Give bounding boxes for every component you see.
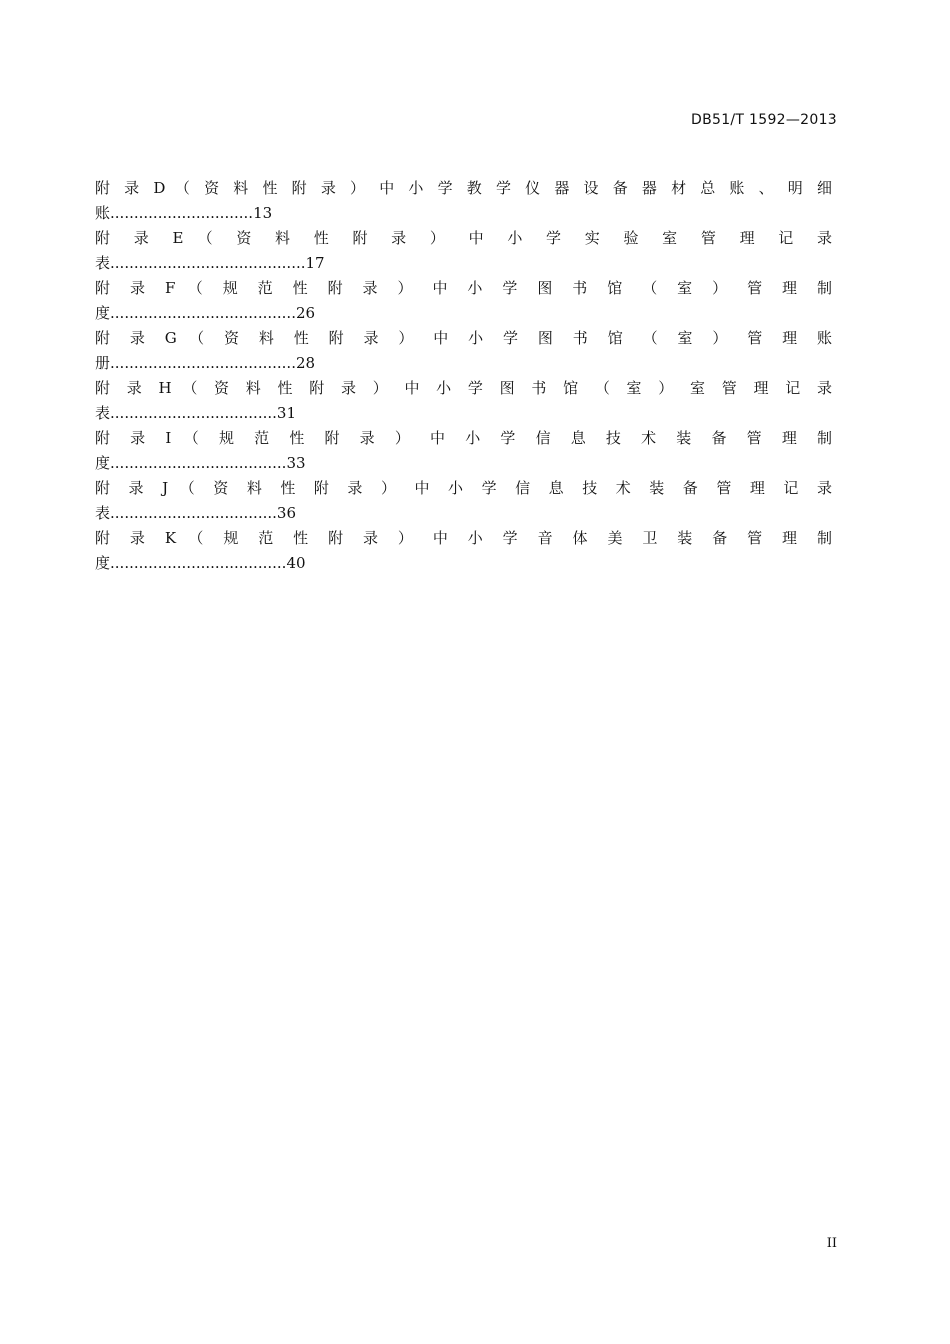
toc-entry-title-tail: 度 xyxy=(95,454,111,472)
toc-entry-heading xyxy=(95,526,832,551)
toc-entry-letter: I xyxy=(165,429,172,447)
toc-entry-leader-dots: ....................................... xyxy=(110,304,296,322)
toc-entry-page: 28 xyxy=(295,354,316,372)
toc-entry-k[interactable] xyxy=(95,526,832,576)
toc-entry-heading xyxy=(95,376,832,401)
toc-entry-title: 中 小 学 图 书 馆 （ 室 ） 管 理 制 xyxy=(432,279,832,297)
toc-entry-title: 中 小 学 音 体 美 卫 装 备 管 理 制 xyxy=(432,529,832,547)
toc-entry-title: 中 小 学 信 息 技 术 装 备 管 理 制 xyxy=(430,429,832,447)
toc-entry-label: 附 录 xyxy=(95,229,159,247)
toc-entry-heading xyxy=(95,226,832,251)
toc-entry-heading xyxy=(95,476,832,501)
toc-entry-type: （ 规 范 性 附 录 ） xyxy=(183,429,418,447)
toc-entry-letter: K xyxy=(164,529,177,547)
toc-entry-type: （ 资 料 性 附 录 ） xyxy=(182,379,394,397)
toc-entry-label: 附 录 xyxy=(95,529,153,547)
toc-entry-leader-dots: ......................................... xyxy=(110,254,306,272)
toc-entry-type: （ 规 范 性 附 录 ） xyxy=(187,279,421,297)
toc-entry-type: （ 资 料 性 附 录 ） xyxy=(179,479,403,497)
toc-entry-j[interactable] xyxy=(95,476,832,526)
toc-entry-title: 中 小 学 实 验 室 管 理 记 录 xyxy=(468,229,832,247)
toc-entry-continuation xyxy=(95,451,832,476)
toc-entry-leader-dots: .............................. xyxy=(110,204,254,222)
toc-entry-title-tail: 度 xyxy=(95,554,111,572)
toc-entry-leader-dots: ................................... xyxy=(110,404,277,422)
toc-entry-title-tail: 表 xyxy=(95,404,111,422)
toc-entry-label: 附 录 xyxy=(95,479,151,497)
toc-entry-page: 31 xyxy=(276,404,296,422)
toc-entry-page: 26 xyxy=(295,304,316,322)
toc-entry-letter: J xyxy=(162,479,169,497)
toc-entry-title: 中 小 学 教 学 仪 器 设 备 器 材 总 账 、 明 细 xyxy=(379,179,832,197)
toc-entry-leader-dots: ..................................... xyxy=(110,454,287,472)
toc-entry-letter: F xyxy=(164,279,176,297)
toc-entry-f[interactable] xyxy=(95,276,832,326)
toc-entry-label: 附 录 xyxy=(95,429,153,447)
toc-entry-continuation xyxy=(95,551,832,576)
toc-entry-heading xyxy=(95,326,832,351)
toc-entry-type: （ 资 料 性 附 录 ） xyxy=(189,329,421,347)
toc-entry-page: 36 xyxy=(276,504,296,522)
toc-entry-letter: D xyxy=(153,179,166,197)
toc-entry-label: 附 录 xyxy=(95,279,153,297)
toc-entry-page: 40 xyxy=(286,554,306,572)
toc-entry-label: 附 录 xyxy=(95,329,153,347)
toc-entry-title-tail: 表 xyxy=(95,504,111,522)
toc-entry-letter: G xyxy=(164,329,177,347)
toc-entry-label: 附 录 xyxy=(95,379,148,397)
toc-entry-continuation xyxy=(95,251,832,276)
toc-entry-continuation xyxy=(95,501,832,526)
toc-entry-type: （ 规 范 性 附 录 ） xyxy=(188,529,421,547)
toc-entry-continuation xyxy=(95,401,832,426)
toc-entry-title: 中 小 学 信 息 技 术 装 备 管 理 记 录 xyxy=(414,479,832,497)
toc-entry-leader-dots: ................................... xyxy=(110,504,277,522)
toc-entry-title-tail: 册 xyxy=(95,354,111,372)
toc-entry-type: （ 资 料 性 附 录 ） xyxy=(174,179,370,197)
toc-entry-title-tail: 度 xyxy=(95,304,111,322)
toc-entry-i[interactable] xyxy=(95,426,832,476)
document-code: DB51/T 1592—2013 xyxy=(691,112,837,128)
toc-list xyxy=(95,176,832,576)
toc-entry-d[interactable] xyxy=(95,176,832,226)
toc-entry-leader-dots: ..................................... xyxy=(110,554,287,572)
toc-entry-page: 33 xyxy=(286,454,306,472)
toc-entry-heading xyxy=(95,176,832,201)
toc-entry-continuation xyxy=(95,201,832,226)
toc-entry-heading xyxy=(95,276,832,301)
toc-entry-title-tail: 账 xyxy=(95,204,111,222)
toc-entry-label: 附 录 xyxy=(95,179,144,197)
toc-entry-heading xyxy=(95,426,832,451)
toc-entry-letter: H xyxy=(158,379,172,397)
toc-entry-letter: E xyxy=(172,229,184,247)
toc-entry-title: 中 小 学 图 书 馆 （ 室 ） 管 理 账 xyxy=(433,329,832,347)
page-number: II xyxy=(826,1236,837,1251)
toc-entry-continuation xyxy=(95,351,832,376)
toc-entry-e[interactable] xyxy=(95,226,832,276)
toc-entry-type: （ 资 料 性 附 录 ） xyxy=(197,229,455,247)
toc-entry-h[interactable] xyxy=(95,376,832,426)
toc-entry-continuation xyxy=(95,301,832,326)
toc-entry-page: 17 xyxy=(305,254,325,272)
toc-entry-g[interactable] xyxy=(95,326,832,376)
toc-entry-page: 13 xyxy=(253,204,273,222)
toc-entry-title: 中 小 学 图 书 馆 （ 室 ） 室 管 理 记 录 xyxy=(404,379,832,397)
toc-entry-title-tail: 表 xyxy=(95,254,111,272)
toc-entry-leader-dots: ....................................... xyxy=(110,354,296,372)
